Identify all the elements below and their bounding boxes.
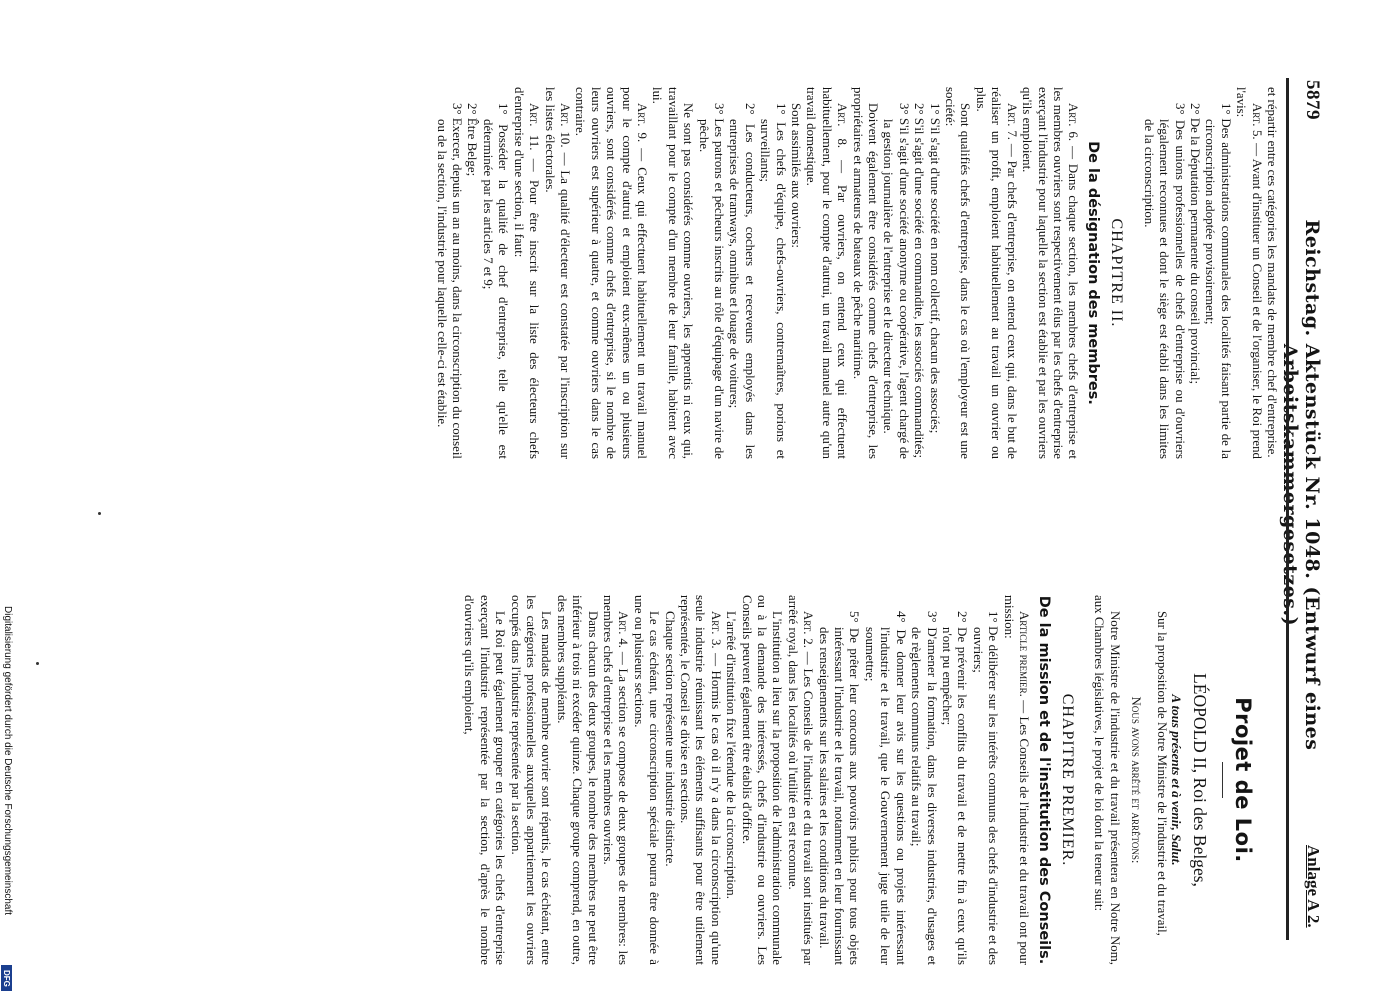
chapter-2-title: CHAPITRE II. (1108, 218, 1126, 328)
article-7-paragraph: Doivent également être considérés comme chefs d'entreprise, les propriétaires et armateurs de bateaux de pêche maritime. (850, 87, 881, 459)
law-title: Projet de Loi. (1231, 697, 1255, 863)
chapter-2-subtitle: De la désignation des membres. (1085, 141, 1102, 405)
article-11: Art. 11. — Pour être inscrit sur la liste des électeurs chefs d'entreprise d'une section, il faut: (511, 87, 542, 459)
article-8-paragraph: Sont assimilés aux ouvriers: (789, 103, 804, 249)
article-6: Art. 6. — Dans chaque section, les membres chefs d'entreprise et les membres ouvriers sont respectivement élus par les chefs d'entreprise exerçant l'industrie pour laquelle la section est établie et par les ouvriers qu'ils emploient. (1020, 87, 1081, 459)
list-item: 3° Exercer, depuis un an au moins, dans la circonscription du conseil ou de la section, l'industrie pour laquelle celle-ci est établie. (434, 103, 465, 459)
salutation: A tous présents et à venir, Salut. (1169, 694, 1184, 866)
list-item: 2° De prévenir les conflits du travail et de mettre fin à ceux qu'ils n'ont pu empêcher; (939, 611, 970, 965)
article-label: Art. 10. (557, 103, 572, 148)
funding-note-text: Digitalisierung gefördert durch die Deutsche Forschungsgemeinschaft (2, 606, 13, 916)
article-4: Art. 4. — La section se compose de deux groupes de membres: les membres chefs d'entreprise et les membres ouvriers. (601, 595, 631, 965)
list-item: 3° D'amener la formation, dans les diverses industries, d'usages et de règlements communs relatifs au travail; (909, 611, 939, 965)
article-2: Art. 2. — Les Conseils de l'industrie et du travail sont institués par arrêté royal, dans les localités où l'utilité en est reconnue. (785, 595, 816, 965)
page-number: 5879 (1302, 80, 1323, 120)
article-2-paragraph: L'institution a lieu sur la proposition de l'administration communale ou à la demande des intéressés, chefs d'industrie ou ouvriers. Les Conseils peuvent également être établis d'office. (739, 595, 785, 965)
mandate-paragraph: Notre Ministre de l'industrie et du travail présentera en Notre Nom, aux Chambres législatives, le projet de loi dont la teneur suit: (1092, 595, 1122, 965)
annex-label: Anlage A 2. (1304, 845, 1323, 928)
list-item: 1° S'il s'agit d'une société en nom collectif, chacun des associés; (927, 103, 942, 434)
article-4-paragraph: Dans chacun des deux groupes, le nombre des membres ne peut être inférieur à trois ni excéder quinze. Chaque groupe comprend, en outre, des membres suppléants. (554, 595, 600, 965)
article-3-paragraph: Le cas échéant, une circonscription spéciale pourra être donnée à une ou plusieurs sections. (631, 595, 662, 965)
list-item: 1° Les chefs d'équipe, chefs-ouvriers, contremaîtres, porions et surveillants; (758, 103, 788, 459)
list-item: 2° S'il s'agit d'une société en commandite, les associés commandités; (912, 103, 927, 459)
chapter-1-subtitle: De la mission et de l'institution des Conseils. (1035, 595, 1052, 965)
article-3: Art. 3. — Hormis le cas où il n'y a dans la circonscription qu'une seule industrie réunissant les éléments suffisants pour être utilement représentée, le Conseil se divise en sections. (678, 595, 723, 965)
article-2-paragraph: L'arrêté d'institution fixe l'étendue de la circonscription. (724, 611, 739, 899)
list-item: 1° Des administrations communales des localités faisant partie de la circonscription adoptée provisoirement; (1203, 103, 1233, 459)
article-3-paragraph: Chaque section représente une industrie distincte. (662, 611, 677, 867)
list-item: 3° Des unions professionnelles de chefs d'entreprise ou d'ouvriers légalement reconnues et dont le siège est établi dans les limites de la circonscription. (1141, 103, 1187, 459)
article-7-paragraph: Sont qualifiés chefs d'entreprise, dans le cas où l'employeur est une société: (943, 87, 973, 459)
article-8: Art. 8. — Par ouvriers, on entend ceux qui effectuent habituellement, pour le compte d'autrui, un travail manuel autre qu'un travail domestique. (804, 87, 850, 459)
list-item: 3° S'il s'agit d'une société anonyme ou coopérative, l'agent chargé de la gestion journalière de l'entreprise et le directeur technique. (881, 103, 911, 459)
list-item: 3° Les patrons et pêcheurs inscrits au rôle d'équipage d'un navire de pêche. (696, 103, 726, 459)
article-label: Art. 8. (835, 103, 850, 149)
article-label: Art. 2. (801, 611, 816, 648)
list-item: 2° Être Belge; (465, 103, 480, 177)
article-label: Article premier. (1016, 611, 1031, 697)
article-4-paragraph: Les mandats de membre ouvrier sont répartis, le cas échéant, entre les catégories professionnelles auxquelles appartiennent les ouvriers occupés dans l'industrie représentée par la section. (508, 595, 554, 965)
article-9: Art. 9. — Ceux qui effectuent habituellement un travail manuel pour le compte d'autrui et emploient eux-mêmes un ou plusieurs ouvriers, sont considérés comme chefs d'entreprise, si le nombre de leurs ouvriers est supérieur à quatre, et comme ouvriers dans le cas contraire. (573, 87, 649, 459)
article-label: Art. 11. (527, 103, 542, 151)
continuation-paragraph: et répartir entre ces catégories les mandats de membre chef d'entreprise. (1265, 87, 1279, 458)
list-item: 4° De donner leur avis sur les questions ou projets intéressant l'industrie et le travail, que le Gouvernement juge utile de leur soumettre; (862, 611, 908, 965)
scan-speck (36, 662, 39, 665)
title-divider (1222, 762, 1223, 798)
king-line: LÉOPOLD II, Roi des Belges, (1190, 673, 1210, 887)
article-label: Art. 6. (1066, 103, 1081, 142)
decree-formula: Nous avons arrêté et arrêtons: (1129, 696, 1144, 864)
scan-speck (98, 512, 101, 515)
left-column (80, 595, 1279, 965)
article-label: Art. 9. (634, 103, 649, 143)
article-10: Art. 10. — La qualité d'électeur est constatée par l'inscription sur les listes électorales. (542, 87, 572, 459)
funding-note (1, 606, 13, 996)
article-5: Art. 5. — Avant d'instituer un Conseil et de l'organiser, le Roi prend l'avis: (1234, 87, 1264, 459)
list-item: 2° De la Députation permanente du conseil provincial; (1187, 103, 1202, 385)
article-8-paragraph: Ne sont pas considérés comme ouvriers, les apprentis ni ceux qui, travaillant pour le compte d'un membre de leur famille, habitent avec lui. (650, 87, 696, 459)
chapter-1-title: CHAPITRE PREMIER. (1058, 693, 1076, 867)
article-label: Art. 3. (708, 611, 723, 649)
right-column (80, 87, 1279, 459)
list-item: 2° Les conducteurs, cochers et receveurs employés dans les entreprises de tramways, omnibus et louage de voitures; (727, 103, 757, 459)
header-rule (1286, 78, 1289, 940)
article-4-paragraph: Le Roi peut également grouper en catégories les chefs d'entreprise exerçant l'industrie représentée par la section, d'après le nombre d'ouvriers qu'ils emploient, (462, 595, 508, 965)
dfg-logo-icon: DFG (1, 965, 12, 991)
intro-paragraph: Sur la proposition de Notre Ministre de l'industrie et du travail, (1154, 611, 1169, 936)
article-label: Art. 5. (1249, 103, 1264, 140)
article-1: Article premier. — Les Conseils de l'industrie et du travail ont pour mission: (1001, 595, 1031, 965)
running-title: Reichstag. Aktenstück Nr. 1048. (Entwurf eines Arbeitskammergesetzes.) (1279, 219, 1323, 751)
list-item: 1° Posséder la qualité de chef d'entreprise, telle qu'elle est déterminée par les articles 7 et 9; (480, 103, 511, 459)
article-7: Art. 7. — Par chefs d'entreprise, on entend ceux qui, dans le but de réaliser un profit, emploient habituellement au travail un ouvrier ou plus. (973, 87, 1019, 459)
article-label: Art. 7. (1004, 103, 1019, 140)
list-item: 1° De délibérer sur les intérêts communs des chefs d'industrie et des ouvriers; (970, 611, 1001, 965)
list-item: 5° De prêter leur concours aux pouvoirs publics pour tous objets intéressant l'industrie et le travail, notamment en leur fournissant des renseignements sur les salaires et les conditions du travail. (816, 611, 862, 965)
article-label: Art. 4. (616, 611, 631, 648)
